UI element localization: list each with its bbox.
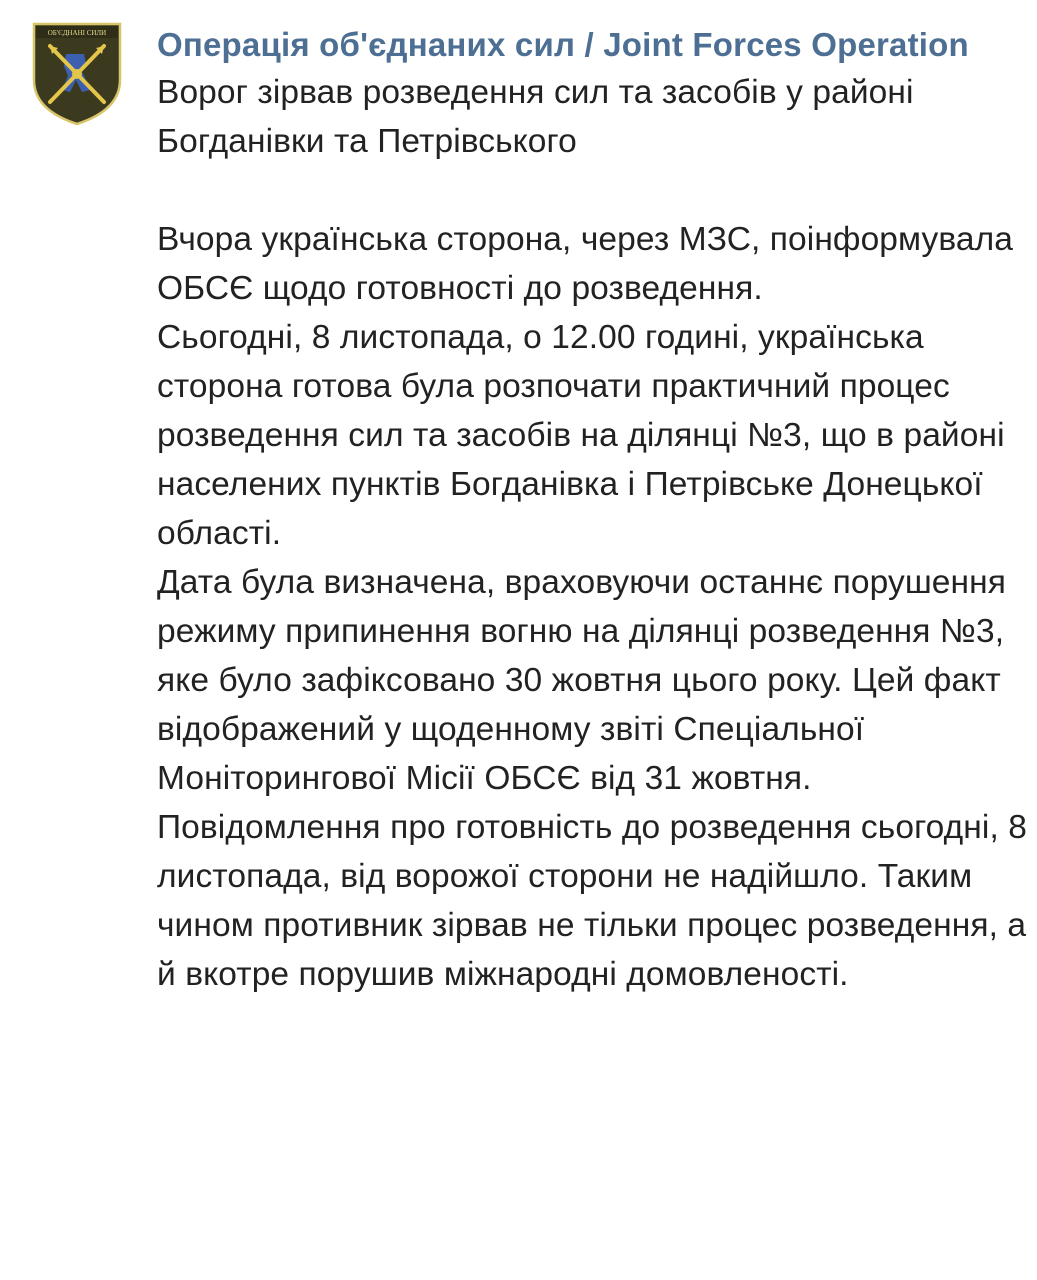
message-paragraph: Дата була визначена, враховуючи останнє порушення режиму припинення вогню на ділянці розведення №3, яке було зафіксовано 30 жовтня цього року. Цей факт відображений у щоденному звіті Спеціальної Моніторингової Місії ОБСЄ від 31 жовтня. [157, 564, 1006, 797]
message-headline: Ворог зірвав розведення сил та засобів у районі Богданівки та Петрівського [157, 74, 914, 160]
message-paragraph: Вчора українська сторона, через МЗС, поінформувала ОБСЄ щодо готовності до розведення. [157, 221, 1014, 307]
channel-name[interactable]: Операція об'єднаних сил / Joint Forces Operation [157, 26, 969, 63]
message-paragraph: Сьогодні, 8 листопада, о 12.00 годині, українська сторона готова була розпочати практичний процес розведення сил та засобів на ділянці №3, що в районі населених пунктів Богданівка і Петрівське Донецької області. [157, 319, 1005, 552]
post-content [157, 22, 1027, 999]
joint-forces-emblem-icon [28, 18, 126, 128]
message-paragraph: Повідомлення про готовність до розведення сьогодні, 8 листопада, від ворожої сторони не надійшло. Таким чином противник зірвав не тільки процес розведення, а й вкотре порушив міжнародні домовленості. [157, 809, 1027, 993]
avatar-label: ОБ'ЄДНАНІ СИЛИ [47, 29, 107, 37]
channel-avatar[interactable] [28, 18, 126, 128]
message-text [157, 68, 1027, 999]
